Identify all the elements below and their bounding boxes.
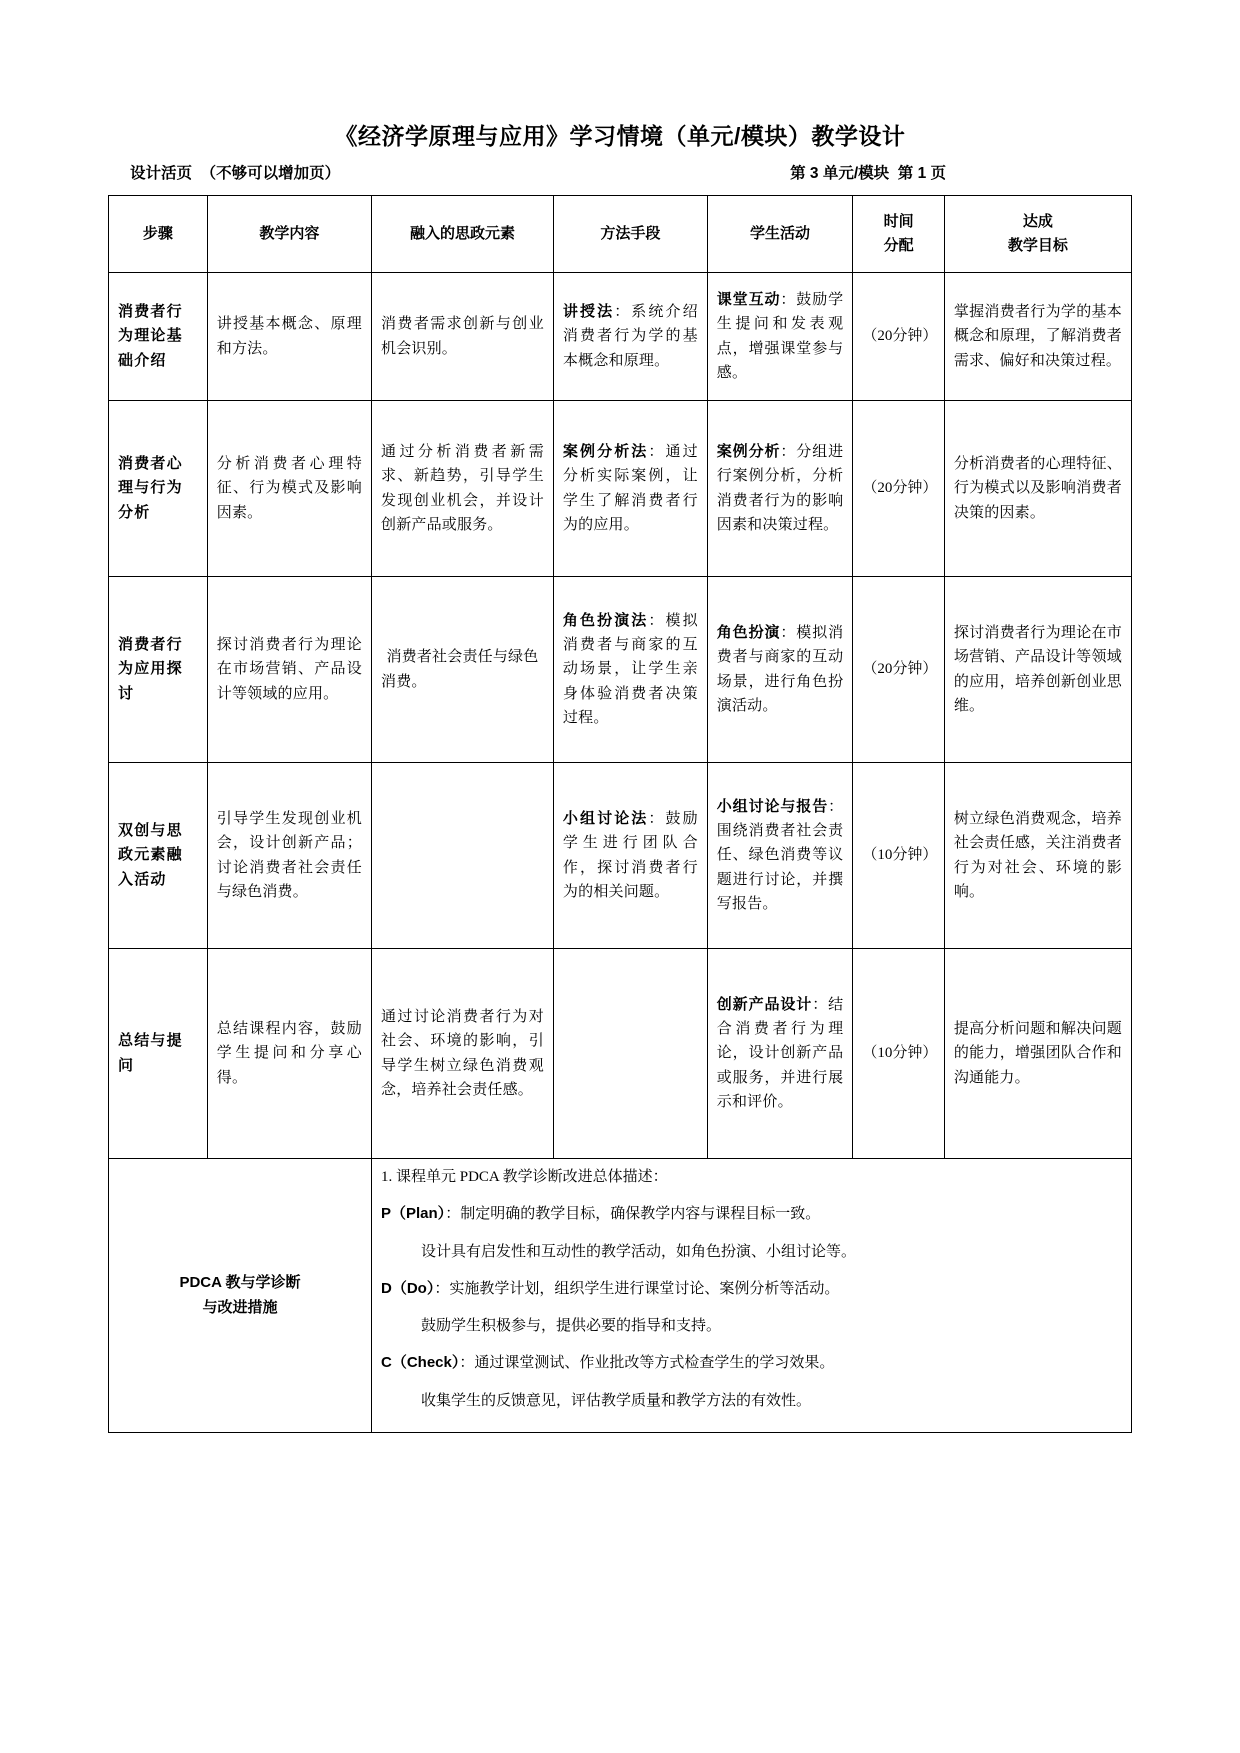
- header-time-line1: 时间: [883, 212, 914, 230]
- header-step: 步骤: [109, 196, 208, 273]
- row-step: 消费者心理与行为分析: [109, 401, 208, 577]
- header-method: 方法手段: [553, 196, 707, 273]
- row-time: （10分钟）: [853, 763, 944, 949]
- pdca-text-plan: ：制定明确的教学目标，确保教学内容与课程目标一致。: [445, 1206, 821, 1223]
- subheader-right: 第 3 单元/模块 第 1 页: [790, 165, 946, 182]
- row-ideology: 通过分析消费者新需求、新趋势，引导学生发现创业机会，并设计创新产品或服务。: [372, 401, 554, 577]
- pdca-item-check: [381, 1351, 1122, 1375]
- row-content: 分析消费者心理特征、行为模式及影响因素。: [207, 401, 371, 577]
- pdca-body: [372, 1159, 1132, 1433]
- row-activity-rest: ：结合消费者行为理论，设计创新产品或服务，并进行展示和评价。: [716, 996, 844, 1110]
- row-step: 消费者行为理论基础介绍: [109, 273, 208, 401]
- row-method-bold: 讲授法: [562, 303, 615, 321]
- row-goal: 掌握消费者行为学的基本概念和原理，了解消费者需求、偏好和决策过程。: [944, 273, 1131, 401]
- pdca-text-do-2: 鼓励学生积极参与，提供必要的指导和支持。: [421, 1318, 722, 1335]
- row-activity: [707, 401, 853, 577]
- table-row: [109, 577, 1132, 763]
- row-method: [553, 949, 707, 1159]
- row-method-rest: ：系统介绍消费者行为学的基本概念和原理。: [562, 304, 698, 369]
- pdca-label: [109, 1159, 372, 1433]
- pdca-item-plan-2: [381, 1240, 1122, 1264]
- row-step: 总结与提问: [109, 949, 208, 1159]
- pdca-item-do: [381, 1277, 1122, 1301]
- row-ideology: 消费者需求创新与创业机会识别。: [372, 273, 554, 401]
- pdca-item-plan: [381, 1202, 1122, 1226]
- table-row: [109, 401, 1132, 577]
- row-time: （20分钟）: [853, 401, 944, 577]
- row-method-bold: 案例分析法: [562, 442, 649, 460]
- row-activity-bold: 课堂互动: [716, 290, 781, 308]
- row-method-bold: 角色扮演法: [562, 611, 649, 629]
- pdca-text-do: ：实施教学计划，组织学生进行课堂讨论、案例分析等活动。: [434, 1280, 840, 1297]
- pdca-text-plan-2: 设计具有启发性和互动性的教学活动，如角色扮演、小组讨论等。: [421, 1243, 857, 1260]
- row-time: （20分钟）: [853, 577, 944, 763]
- pdca-label-line1: PDCA 教与学诊断: [179, 1274, 301, 1292]
- header-content: 教学内容: [207, 196, 371, 273]
- row-time: （20分钟）: [853, 273, 944, 401]
- row-activity: [707, 577, 853, 763]
- teaching-design-table: [108, 195, 1132, 1433]
- subheader: [108, 161, 1132, 183]
- row-method: [553, 273, 707, 401]
- row-method-rest: ：鼓励学生进行团队合作，探讨消费者行为的相关问题。: [562, 810, 698, 900]
- row-activity-rest: ：分组进行案例分析，分析消费者行为的影响因素和决策过程。: [716, 443, 844, 533]
- row-step: 双创与思政元素融入活动: [109, 763, 208, 949]
- pdca-tag-plan: P（Plan）: [381, 1205, 446, 1223]
- header-activity: 学生活动: [707, 196, 853, 273]
- table-row: [109, 949, 1132, 1159]
- header-time-line2: 分配: [883, 237, 914, 254]
- row-goal: 分析消费者的心理特征、行为模式以及影响消费者决策的因素。: [944, 401, 1131, 577]
- table-row: [109, 763, 1132, 949]
- pdca-tag-check: C（Check）: [381, 1354, 460, 1372]
- row-time: （10分钟）: [853, 949, 944, 1159]
- row-ideology: [372, 763, 554, 949]
- table-header-row: [109, 196, 1132, 273]
- row-goal: 探讨消费者行为理论在市场营销、产品设计等领域的应用，培养创新创业思维。: [944, 577, 1131, 763]
- pdca-item-check-2: [381, 1389, 1122, 1413]
- row-activity-rest: ：围绕消费者社会责任、绿色消费等议题进行讨论，并撰写报告。: [716, 798, 844, 912]
- pdca-tag-do: D（Do）: [381, 1279, 435, 1297]
- row-content: 讲授基本概念、原理和方法。: [207, 273, 371, 401]
- row-activity-rest: ：鼓励学生提问和发表观点，增强课堂参与感。: [716, 291, 844, 381]
- row-activity: [707, 949, 853, 1159]
- row-activity: [707, 273, 853, 401]
- row-method-rest: ：模拟消费者与商家的互动场景，让学生亲身体验消费者决策过程。: [562, 612, 698, 726]
- page-title: 《经济学原理与应用》学习情境（单元/模块）教学设计: [334, 123, 906, 149]
- pdca-label-line2: 与改进措施: [202, 1298, 278, 1316]
- row-activity-bold: 创新产品设计: [716, 995, 813, 1013]
- row-method-bold: 小组讨论法: [562, 809, 649, 827]
- pdca-row: [109, 1159, 1132, 1433]
- row-goal: 树立绿色消费观念，培养社会责任感，关注消费者行为对社会、环境的影响。: [944, 763, 1131, 949]
- row-step: 消费者行为应用探讨: [109, 577, 208, 763]
- pdca-item-do-2: [381, 1314, 1122, 1338]
- header-ideology: 融入的思政元素: [372, 196, 554, 273]
- row-content: 探讨消费者行为理论在市场营销、产品设计等领域的应用。: [207, 577, 371, 763]
- row-method: [553, 401, 707, 577]
- pdca-text-check: ：通过课堂测试、作业批改等方式检查学生的学习效果。: [459, 1355, 835, 1372]
- subheader-left: 设计活页 （不够可以增加页）: [130, 165, 341, 182]
- row-goal: 提高分析问题和解决问题的能力，增强团队合作和沟通能力。: [944, 949, 1131, 1159]
- row-method: [553, 763, 707, 949]
- pdca-text-check-2: 收集学生的反馈意见，评估教学质量和教学方法的有效性。: [421, 1392, 812, 1409]
- row-ideology: 消费者社会责任与绿色消费。: [372, 577, 554, 763]
- row-method: [553, 577, 707, 763]
- pdca-intro: 1. 课程单元 PDCA 教学诊断改进总体描述：: [381, 1169, 668, 1185]
- header-time: [853, 196, 944, 273]
- row-activity: [707, 763, 853, 949]
- header-goal-line2: 教学目标: [1007, 237, 1068, 254]
- row-content: 总结课程内容，鼓励学生提问和分享心得。: [207, 949, 371, 1159]
- row-activity-bold: 角色扮演: [716, 623, 781, 641]
- row-content: 引导学生发现创业机会，设计创新产品；讨论消费者社会责任与绿色消费。: [207, 763, 371, 949]
- header-goal: [944, 196, 1131, 273]
- table-row: [109, 273, 1132, 401]
- row-method-rest: ：通过分析实际案例，让学生了解消费者行为的应用。: [562, 443, 698, 533]
- row-ideology: 通过讨论消费者行为对社会、环境的影响，引导学生树立绿色消费观念，培养社会责任感。: [372, 949, 554, 1159]
- row-activity-rest: ：模拟消费者与商家的互动场景，进行角色扮演活动。: [716, 624, 844, 714]
- row-activity-bold: 小组讨论与报告: [716, 797, 829, 815]
- row-activity-bold: 案例分析: [716, 442, 781, 460]
- header-goal-line1: 达成: [1022, 212, 1053, 230]
